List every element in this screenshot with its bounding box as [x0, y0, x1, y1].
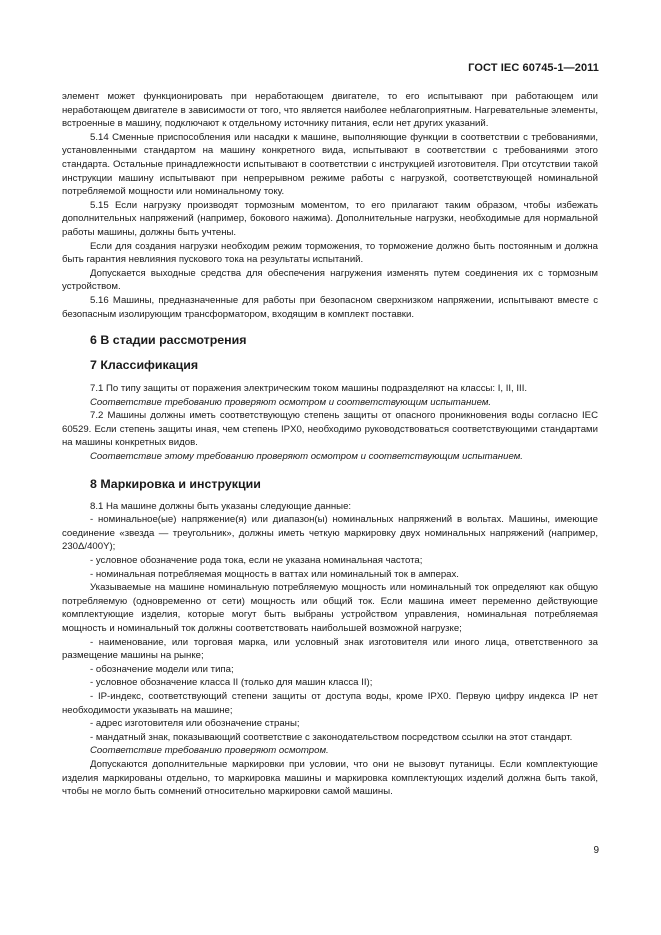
- list-item: - адрес изготовителя или обозначение страны;: [90, 718, 300, 730]
- compliance-check-7-1: Соответствие требованию проверяют осмотром и соответствующим испытанием.: [90, 396, 492, 408]
- paragraph-7-1: 7.1 По типу защиты от поражения электрическим током машины подразделяют на классы: I, II, III.: [90, 383, 528, 395]
- list-item: - наименование, или торговая марка, или условный знак изготовителя или иного лица, ответственного за размещение машины на рынке;: [62, 636, 598, 662]
- paragraph-additional-markings: Допускаются дополнительные маркировки при условии, что они не вызовут путаницы. Если комплектующие изделия маркированы отдельно, то маркировка машины и маркировка комплектующих изделий должна быть такой, чтобы не могло быть сомнений относительно маркировки самой машины.: [62, 758, 598, 798]
- list-item: - IP-индекс, соответствующий степени защиты от доступа воды, кроме IPX0. Первую цифру индекса IP нет необходимости указывать на машине;: [62, 690, 598, 716]
- list-item: - обозначение модели или типа;: [90, 663, 234, 675]
- standard-designation: ГОСТ IEC 60745-1—2011: [468, 62, 599, 74]
- paragraph-8-1: 8.1 На машине должны быть указаны следующие данные:: [90, 500, 352, 512]
- paragraph-braking: Если для создания нагрузки необходим режим торможения, то торможение должно быть постоянным и должна быть гарантия невлияния пускового тока на результаты испытаний.: [62, 240, 598, 266]
- list-item: - номинальная потребляемая мощность в ваттах или номинальный ток в амперах.: [90, 568, 459, 580]
- page-body: [62, 90, 598, 799]
- paragraph-5-15: 5.15 Если нагрузку производят тормозным моментом, то его прилагают таким образом, чтобы избежать дополнительных напряжений (например, бокового нажима). Дополнительные нагрузки, необходимые для нормальной работы машины, должны быть учтены.: [62, 199, 598, 238]
- section-6-heading: 6 В стадии рассмотрения: [90, 333, 247, 348]
- list-item: - условное обозначение рода тока, если не указана номинальная частота;: [90, 555, 423, 567]
- list-item: - мандатный знак, показывающий соответствие с законодательством посредством ссылки на этот стандарт.: [90, 731, 573, 743]
- paragraph-output-means: Допускается выходные средства для обеспечения нагружения изменять путем соединения их с тормозным устройством.: [62, 267, 598, 293]
- list-item: - номинальное(ые) напряжение(я) или диапазон(ы) номинальных напряжений в вольтах. Машины, имеющие соединение «звезда — треугольник», должны иметь четкую маркировку двух номинальных напряжений (например, 230Δ/400Y);: [62, 514, 598, 553]
- compliance-check-8-1: Соответствие требованию проверяют осмотром.: [90, 745, 329, 757]
- paragraph-5-16: 5.16 Машины, предназначенные для работы при безопасном сверхнизком напряжении, испытывают вместе с безопасным изолирующим трансформатором, входящим в комплект поставки.: [62, 294, 598, 320]
- page-number: 9: [593, 845, 599, 856]
- paragraph-7-2: 7.2 Машины должны иметь соответствующую степень защиты от опасного проникновения воды согласно IEC 60529. Если степень защиты иная, чем степень IPX0, необходимо руководствоваться соответствующими стандартами на машины конкретных видов.: [62, 410, 598, 449]
- paragraph-5-14: 5.14 Сменные приспособления или насадки к машине, выполняющие функции в соответствии с требованиями, установленными стандартом на машину конкретного вида, испытывают в соответствии с требованиями этого стандарта. Остальные принадлежности испытывают в соответствии с инструкцией изготовителя. При отсутствии такой инструкции машину испытывают при непрерывном режиме работы с нагрузкой, соответствующей номинальной потребляемой мощности или номинальному току.: [62, 131, 598, 198]
- list-item: - условное обозначение класса II (только для машин класса II);: [90, 677, 373, 689]
- paragraph-rated-power: Указываемые на машине номинальную потребляемую мощность или номинальный ток определяют как общую потребляемую (одновременно от сети) мощность или общий ток. Если машина имеет переменно действующие комплектующие изделия, которые могут быть выбраны устройством управления, номинальная потребляемая мощность и номинальный ток должны соответствовать наибольшей возможной нагрузке;: [62, 582, 598, 634]
- paragraph-continuation: элемент может функционировать при неработающем двигателе, то его испытывают при работающем или неработающем двигателе в зависимости от того, что является наиболее неблагоприятным. Нагревательные элементы, встроенные в машину, подключают к отдельному источнику питания, если нет других указаний.: [62, 91, 598, 130]
- section-8-heading: 8 Маркировка и инструкции: [90, 476, 261, 491]
- compliance-check-7-2: Соответствие этому требованию проверяют осмотром и соответствующим испытанием.: [90, 451, 523, 463]
- section-7-heading: 7 Классификация: [90, 358, 199, 373]
